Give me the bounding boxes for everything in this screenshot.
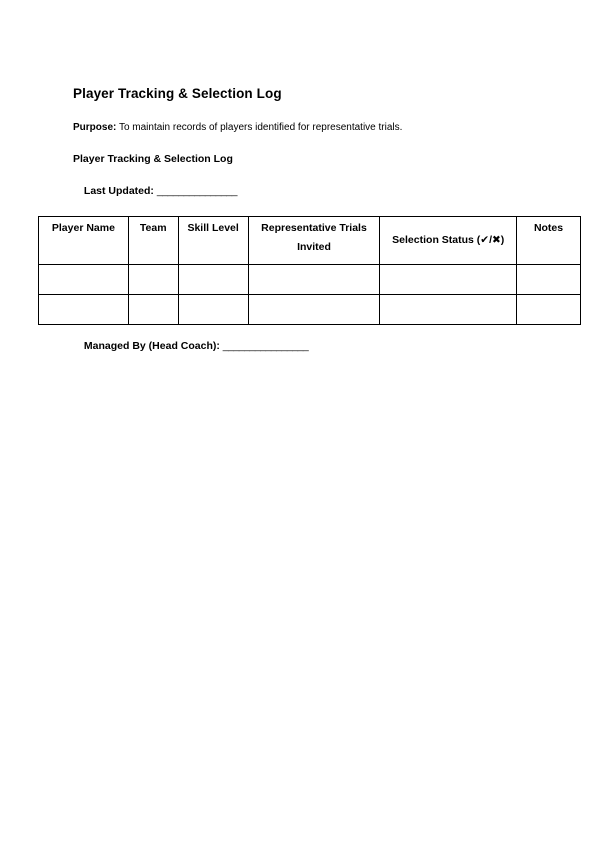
table-cell [39, 265, 129, 295]
header-player-name: Player Name [39, 217, 129, 265]
table-cell [128, 265, 178, 295]
table-header-row [39, 217, 581, 265]
header-selection-status: Selection Status (✔/✖) [380, 217, 517, 265]
managed-by-label: Managed By (Head Coach): [83, 340, 220, 352]
table-cell [517, 295, 581, 325]
table-cell [380, 295, 517, 325]
document-title: Player Tracking & Selection Log [73, 86, 282, 101]
table-row [39, 295, 581, 325]
table-row [39, 265, 581, 295]
selection-log-table [38, 216, 581, 325]
managed-by-line [73, 340, 308, 352]
managed-by-blank: ________________ [222, 340, 309, 352]
table-cell [248, 265, 380, 295]
table-cell [517, 265, 581, 295]
table-cell [178, 265, 248, 295]
table-cell [380, 265, 517, 295]
header-notes: Notes [517, 217, 581, 265]
last-updated-blank: _______________ [156, 185, 237, 197]
table-cell [39, 295, 129, 325]
table-cell [248, 295, 380, 325]
purpose-text: To maintain records of players identified for representative trials. [116, 122, 403, 133]
header-representative-trials: Representative Trials Invited [248, 217, 380, 265]
header-skill-level: Skill Level [178, 217, 248, 265]
last-updated-label: Last Updated: [83, 185, 154, 197]
last-updated-line [73, 185, 237, 197]
purpose-label: Purpose: [73, 122, 117, 133]
section-subtitle: Player Tracking & Selection Log [73, 153, 233, 165]
table-cell [178, 295, 248, 325]
header-team: Team [128, 217, 178, 265]
purpose-line [73, 122, 402, 133]
table-cell [128, 295, 178, 325]
